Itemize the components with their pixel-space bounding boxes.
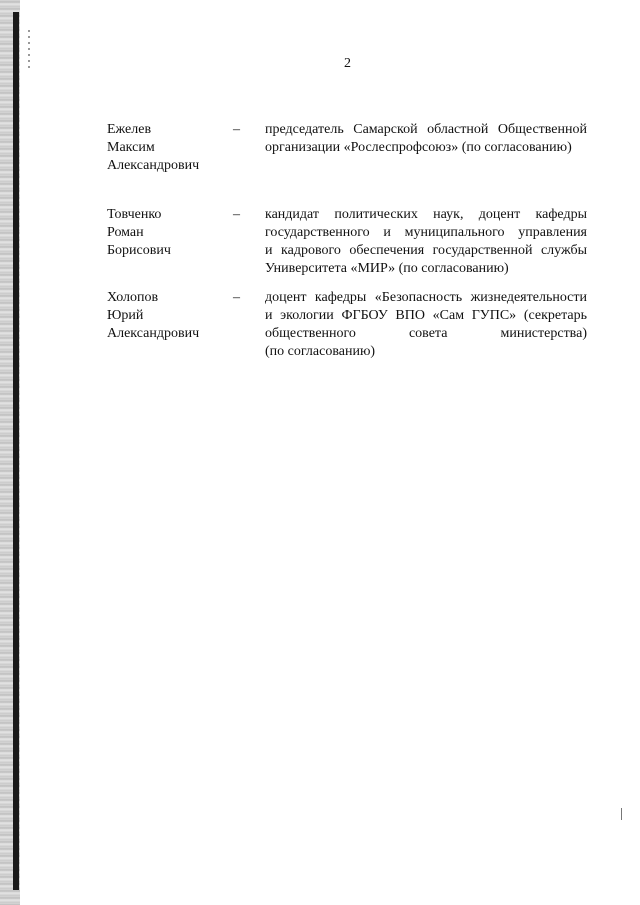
position-line: (по согласованию) xyxy=(265,344,376,359)
member-name xyxy=(107,121,247,175)
member-surname: Холопов xyxy=(107,290,159,305)
position-line: и кадрового обеспечения государственной службы xyxy=(265,243,587,258)
entry-dash: – xyxy=(233,207,240,222)
scan-artifact-mark xyxy=(621,808,622,820)
entry-dash: – xyxy=(233,290,240,305)
member-position xyxy=(265,289,587,361)
scan-binding-bar xyxy=(13,12,19,890)
position-line: и экологии ФГБОУ ВПО «Сам ГУПС» (секретарь xyxy=(265,308,587,323)
position-line: председатель Самарской областной Общественной xyxy=(265,122,587,137)
position-line: доцент кафедры «Безопасность жизнедеятельности xyxy=(265,290,587,305)
position-line: общественного совета министерства) xyxy=(265,326,587,341)
member-patronymic: Борисович xyxy=(107,243,171,258)
member-name xyxy=(107,206,247,260)
position-line: Университета «МИР» (по согласованию) xyxy=(265,261,509,276)
member-position xyxy=(265,206,587,278)
member-patronymic: Александрович xyxy=(107,326,200,341)
member-first-name: Юрий xyxy=(107,308,144,323)
member-surname: Ежелев xyxy=(107,122,152,137)
member-first-name: Роман xyxy=(107,225,144,240)
member-patronymic: Александрович xyxy=(107,158,200,173)
entry-dash: – xyxy=(233,122,240,137)
member-position xyxy=(265,121,587,157)
position-line: организации «Рослеспрофсоюз» (по согласованию) xyxy=(265,140,572,155)
member-name xyxy=(107,289,247,343)
page-number: 2 xyxy=(344,56,351,71)
member-first-name: Максим xyxy=(107,140,155,155)
position-line: кандидат политических наук, доцент кафедры xyxy=(265,207,587,222)
position-line: государственного и муниципального управления xyxy=(265,225,587,240)
member-surname: Товченко xyxy=(107,207,162,222)
